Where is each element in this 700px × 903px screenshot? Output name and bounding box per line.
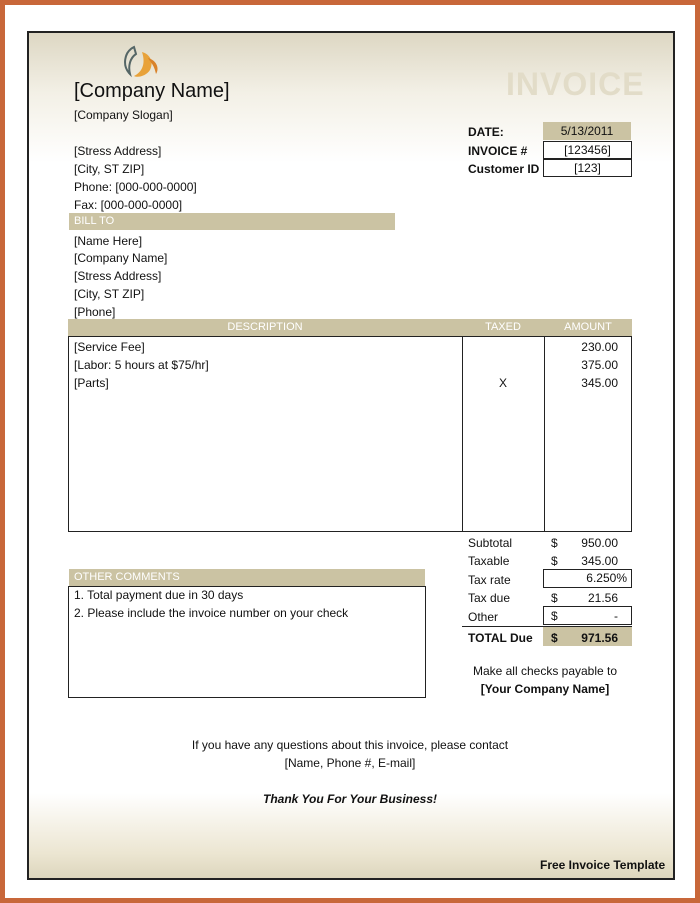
customer-id-value: [123] xyxy=(543,159,632,177)
other-currency: $ xyxy=(551,609,558,623)
item-taxed: X xyxy=(498,376,507,390)
comment-line-2: 2. Please include the invoice number on your check xyxy=(74,606,349,620)
other-label: Other xyxy=(468,610,499,624)
payable-line-2: [Your Company Name] xyxy=(480,682,610,696)
company-fax: Fax: [000-000-0000] xyxy=(74,198,183,212)
total-due-value: 971.56 xyxy=(581,631,618,645)
subtotal-currency: $ xyxy=(551,536,558,550)
subtotal-value: 950.00 xyxy=(581,536,618,550)
thank-you-text: Thank You For Your Business! xyxy=(262,792,438,806)
bill-to-address: [Stress Address] xyxy=(74,269,162,283)
template-label: Free Invoice Template xyxy=(540,858,666,872)
invoice-title: INVOICE xyxy=(506,66,645,102)
company-phone: Phone: [000-000-0000] xyxy=(74,180,197,194)
col-header-description: DESCRIPTION xyxy=(68,319,462,336)
item-amount: 230.00 xyxy=(581,340,618,354)
invoice-number-label: INVOICE # xyxy=(468,144,528,158)
taxable-currency: $ xyxy=(551,554,558,568)
tax-due-label: Tax due xyxy=(468,591,511,605)
col-header-taxed: TAXED xyxy=(462,319,544,336)
invoice-number-value: [123456] xyxy=(543,141,632,159)
item-amount: 375.00 xyxy=(581,358,618,372)
item-description: [Parts] xyxy=(74,376,109,390)
item-description: [Labor: 5 hours at $75/hr] xyxy=(74,358,209,372)
company-address: [Stress Address] xyxy=(74,144,162,158)
bill-to-city: [City, ST ZIP] xyxy=(74,287,145,301)
taxable-label: Taxable xyxy=(468,554,510,568)
items-divider-1 xyxy=(462,336,463,532)
company-name: [Company Name] xyxy=(74,80,230,102)
contact-text: [Name, Phone #, E-mail] xyxy=(284,756,416,770)
col-header-amount: AMOUNT xyxy=(544,319,632,336)
date-value: 5/13/2011 xyxy=(543,122,631,140)
tax-rate-label: Tax rate xyxy=(468,573,511,587)
questions-text: If you have any questions about this invoice, please contact xyxy=(191,738,509,752)
comment-line-1: 1. Total payment due in 30 days xyxy=(74,588,244,602)
item-amount: 345.00 xyxy=(581,376,618,390)
tax-due-value: 21.56 xyxy=(587,591,618,605)
taxable-value: 345.00 xyxy=(581,554,618,568)
bill-to-company: [Company Name] xyxy=(74,251,168,265)
bill-to-phone: [Phone] xyxy=(74,305,116,319)
tax-due-currency: $ xyxy=(551,591,558,605)
comments-heading: OTHER COMMENTS xyxy=(69,569,425,586)
company-slogan: [Company Slogan] xyxy=(74,108,173,122)
payable-line-1: Make all checks payable to xyxy=(472,664,618,678)
item-description: [Service Fee] xyxy=(74,340,145,354)
tax-rate-value: 6.250% xyxy=(543,569,632,588)
bill-to-name: [Name Here] xyxy=(74,234,143,248)
other-value: - xyxy=(614,609,618,623)
total-due-currency: $ xyxy=(551,631,558,645)
subtotal-label: Subtotal xyxy=(468,536,513,550)
company-logo-icon xyxy=(120,44,162,80)
total-due-label: TOTAL Due xyxy=(468,631,533,645)
company-city: [City, ST ZIP] xyxy=(74,162,145,176)
date-label: DATE: xyxy=(468,125,504,139)
customer-id-label: Customer ID xyxy=(468,162,540,176)
bill-to-heading: BILL TO xyxy=(69,213,395,230)
